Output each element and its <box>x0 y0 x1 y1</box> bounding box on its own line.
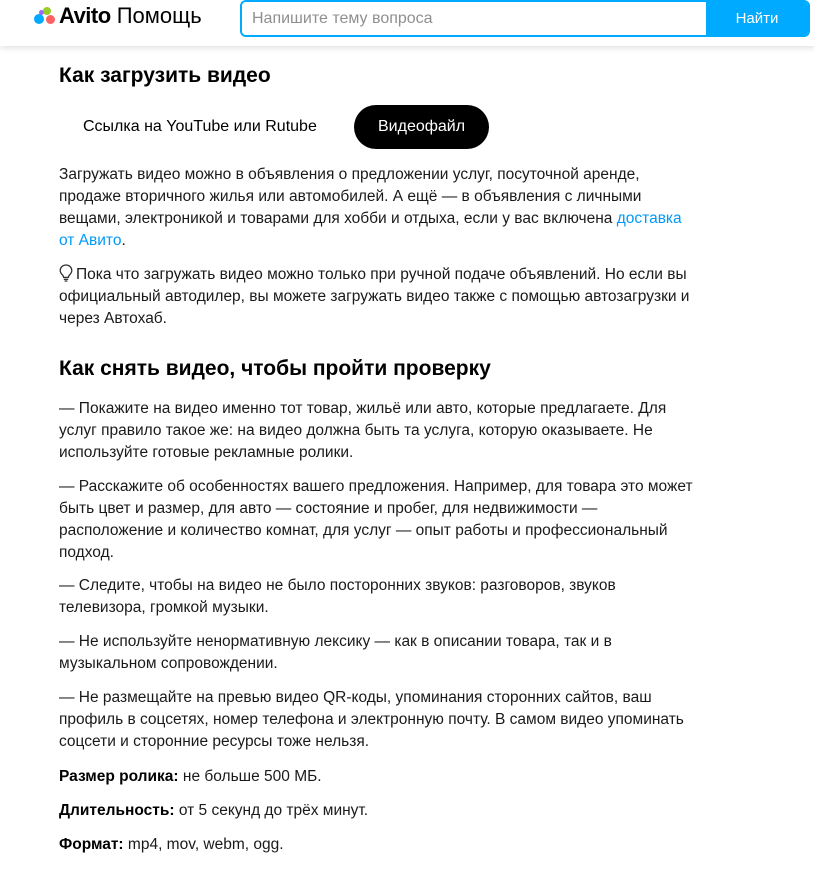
upload-note <box>59 264 699 330</box>
spec-size-label: Размер ролика: <box>59 768 179 785</box>
spec-format-label: Формат: <box>59 836 124 853</box>
search-button[interactable]: Найти <box>706 2 808 35</box>
upload-description-text: Загружать видео можно в объявления о предложении услуг, посуточной аренде, продаже вторичного жилья или автомобилей. А ещё — в объявления с личными вещами, электроникой и товарами для хобби и отдыха, если у вас включена <box>59 166 642 227</box>
rule-item: — Расскажите об особенностях вашего предложения. Например, для товара это может быть цвет и размер, для авто — состояние и пробег, для недвижимости — расположение и количество комнат, для услуг — опыт работы и профессиональный подход. <box>59 478 693 561</box>
spec-duration <box>59 800 699 822</box>
search-input[interactable] <box>242 2 708 35</box>
spec-size <box>59 766 699 788</box>
header <box>0 0 815 46</box>
search-bar <box>240 0 810 37</box>
upload-description <box>59 164 699 252</box>
spec-duration-label: Длительность: <box>59 802 175 819</box>
spec-format-value: mp4, mov, webm, ogg. <box>123 836 284 853</box>
avito-logo[interactable] <box>34 4 202 28</box>
logo-dots-icon <box>34 6 56 26</box>
logo-brand: Avito <box>59 3 111 28</box>
video-source-tabs <box>59 105 699 149</box>
tab-video-file[interactable]: Видеофайл <box>354 105 489 149</box>
upload-description-end: . <box>121 232 126 249</box>
rule-item: — Не размещайте на превью видео QR-коды, упоминания сторонних сайтов, ваш профиль в соцсетях, номер телефона и электронную почту. В самом видео упоминать соцсети и сторонние ресурсы тоже нельзя. <box>59 689 684 750</box>
rule-item: — Покажите на видео именно тот товар, жильё или авто, которые предлагаете. Для услуг правило такое же: на видео должна быть та услуга, которую оказываете. Не используйте готовые рекламные ролики. <box>59 400 667 461</box>
spec-size-value: не больше 500 МБ. <box>178 768 322 785</box>
rule-item: — Следите, чтобы на видео не было посторонних звуков: разговоров, звуков телевизора, громкой музыки. <box>59 577 616 616</box>
section-title-shooting: Как снять видео, чтобы пройти проверку <box>59 357 491 380</box>
section-title-upload: Как загрузить видео <box>59 64 271 87</box>
spec-duration-value: от 5 секунд до трёх минут. <box>174 802 369 819</box>
tab-youtube-rutube[interactable]: Ссылка на YouTube или Rutube <box>59 105 341 149</box>
avito-delivery-link[interactable]: доставка от Авито <box>59 210 682 249</box>
spec-format <box>59 834 699 856</box>
upload-note-text: Пока что загружать видео можно только при ручной подаче объявлений. Но если вы официальный автодилер, вы можете загружать видео также с помощью автозагрузки и через Автохаб. <box>59 266 690 327</box>
logo-sub: Помощь <box>116 3 202 28</box>
lightbulb-icon <box>59 264 73 282</box>
rule-item: — Не используйте ненормативную лексику — как в описании товара, так и в музыкальном сопровождении. <box>59 633 612 672</box>
